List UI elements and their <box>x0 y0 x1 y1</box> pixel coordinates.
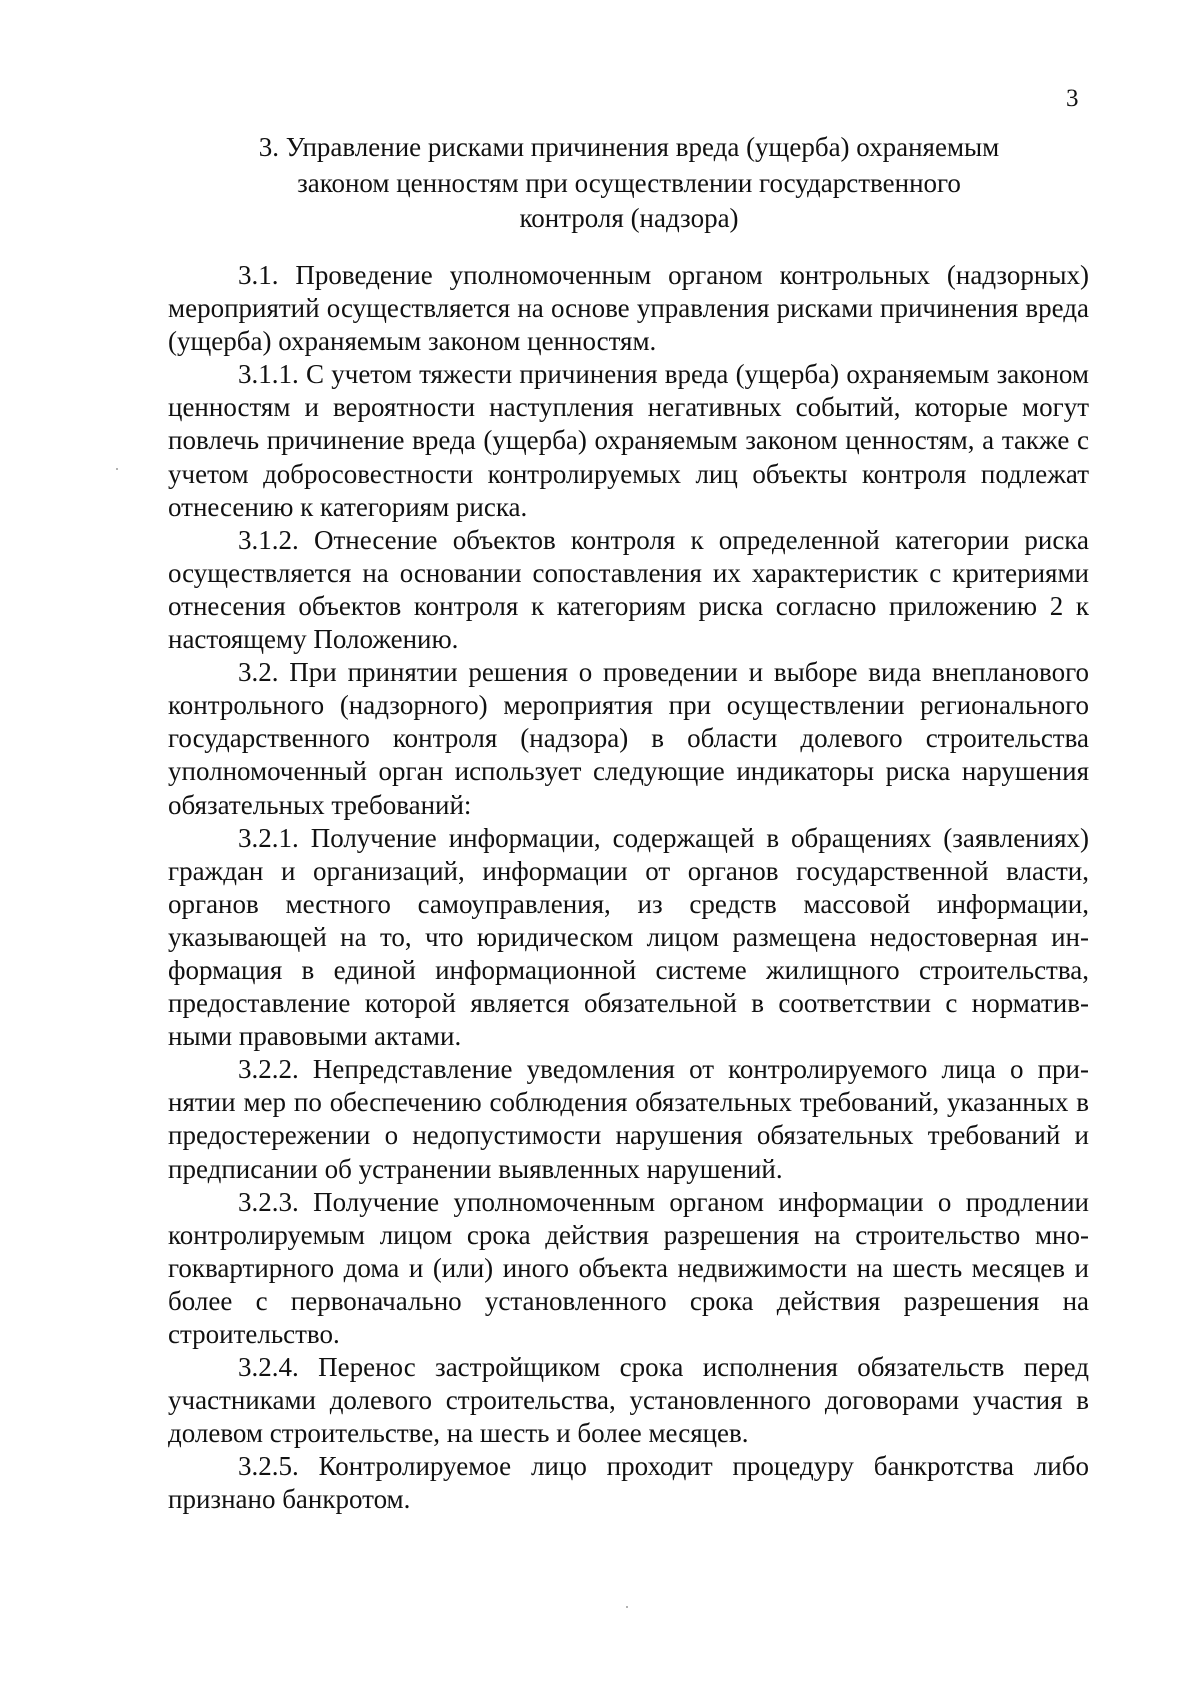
section-heading-line: законом ценностям при осуществлении государственного <box>297 167 961 198</box>
scan-speck <box>626 1606 628 1608</box>
paragraph-3-1-1: 3.1.1. С учетом тяжести причинения вреда (ущерба) охраняемым законом ценностям и вероятности наступления негативных событий, которые могут повлечь причинение вреда (ущерба) охраняемым законом ценностям, а также с учетом добросовестности контролируемых лиц объекты контроля подлежат отнесению к категориям риска. <box>168 359 1089 522</box>
paragraph-3-2: 3.2. При принятии решения о проведении и выборе вида внепланового контрольного (надзорного) мероприятия при осуществлении регионального государственного контроля (надзора) в области долевого строительства уполномоченный орган использует следующие индикаторы риска нарушения обязательных требований: <box>168 657 1089 820</box>
paragraph-3-2-2: 3.2.2. Непредставление уведомления от контролируемого лица о принятии мер по обеспечению соблюдения обязательных требований, указанных в предостережении о недопустимости нарушения обязательных требований и предписании об устранении выявленных нарушений. <box>168 1054 1089 1184</box>
section-heading-line: 3. Управление рисками причинения вреда (ущерба) охраняемым <box>258 132 1000 162</box>
paragraph-3-1: 3.1. Проведение уполномоченным органом контрольных (надзорных) мероприятий осуществляется на основе управления рисками причинения вреда (ущерба) охраняемым законом ценностям. <box>168 260 1089 357</box>
section-heading-line: контроля (надзора) <box>519 203 739 233</box>
document-body <box>168 259 1089 1517</box>
paragraph-3-1-2: 3.1.2. Отнесение объектов контроля к определенной категории риска осуществляется на основании сопоставления их характеристик с критериями отнесения объектов контроля к категориям риска согласно приложению 2 к настоящему Положению. <box>168 524 1089 655</box>
scan-speck <box>116 468 118 470</box>
paragraph-3-2-4: 3.2.4. Перенос застройщиком срока исполнения обязательств перед участниками долевого строительства, установленного договорами участия в долевом строительстве, на шесть и более месяцев. <box>168 1352 1089 1449</box>
paragraph-3-2-3: 3.2.3. Получение уполномоченным органом информации о продлении контролируемым лицом срока действия разрешения на строительство многоквартирного дома и (или) иного объекта недвижимости на шесть месяцев и более с первоначально установленного срока действия разрешения на строительство. <box>168 1186 1089 1349</box>
section-heading <box>160 130 1098 237</box>
page-number: 3 <box>1066 85 1079 112</box>
paragraph-3-2-5: 3.2.5. Контролируемое лицо проходит процедуру банкротства либо признано банкротом. <box>168 1451 1089 1515</box>
paragraph-3-2-1: 3.2.1. Получение информации, содержащей в обращениях (заявлениях) граждан и организаций, информации от органов государственной власти, органов местного самоуправления, из средств массовой информации, указывающей на то, что юридическом лицом размещена недостоверная информация в единой информационной системе жилищного строительства, предоставление которой является обязательной в соответствии с нормативными правовыми актами. <box>168 822 1089 1052</box>
